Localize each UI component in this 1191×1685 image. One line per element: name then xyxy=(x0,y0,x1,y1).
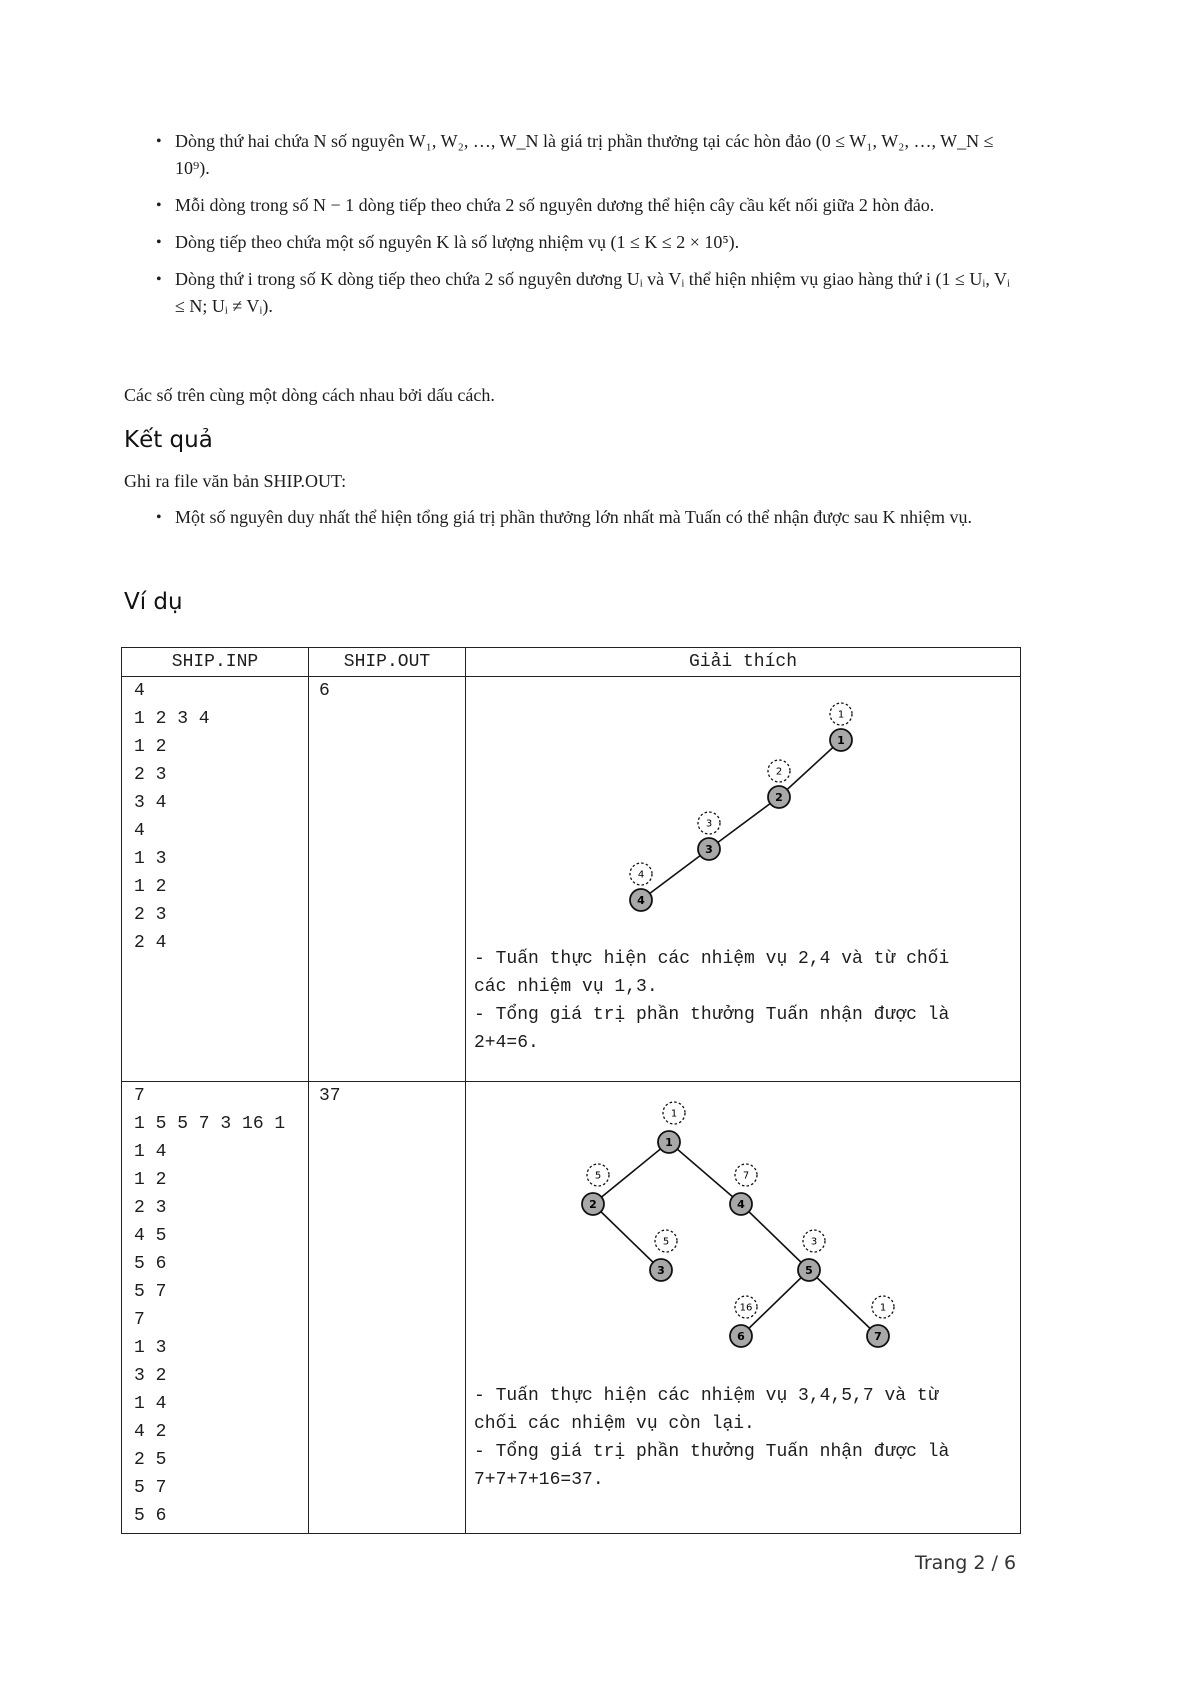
tree-weight-label: 16 xyxy=(739,1302,753,1314)
input-line: 2 3 xyxy=(134,1198,167,1218)
output-cell xyxy=(309,677,466,1082)
tree-node-label: 4 xyxy=(737,1198,745,1211)
input-line: 1 4 xyxy=(134,1394,167,1414)
tree-node-label: 3 xyxy=(657,1264,665,1277)
input-line: 5 7 xyxy=(134,1478,167,1498)
header-ship-inp: SHIP.INP xyxy=(122,648,309,677)
explanation-text xyxy=(474,945,1020,1057)
table-row xyxy=(122,677,1021,1082)
tree-node-label: 4 xyxy=(637,894,645,907)
output-line: 6 xyxy=(319,681,330,701)
tree-weight-label: 5 xyxy=(594,1170,602,1182)
input-line: 2 3 xyxy=(134,905,167,925)
table-row xyxy=(122,1082,1021,1534)
input-bullet: • Dòng thứ hai chứa N số nguyên W₁, W₂, …, W_N là giá trị phần thưởng tại các hòn đảo (0 ≤ W₁, W₂, …, W_N ≤ 10⁹). xyxy=(175,128,1020,182)
explanation-line: - Tổng giá trị phần thưởng Tuấn nhận được là xyxy=(474,1442,950,1462)
input-line: 1 4 xyxy=(134,1142,167,1162)
tree-weight-label: 2 xyxy=(775,766,783,778)
input-line: 4 2 xyxy=(134,1422,167,1442)
input-line: 1 2 xyxy=(134,1170,167,1190)
input-line: 3 2 xyxy=(134,1366,167,1386)
separator-note: Các số trên cùng một dòng cách nhau bởi dấu cách. xyxy=(124,385,495,405)
tree-node-label: 3 xyxy=(705,843,713,856)
tree-node-label: 1 xyxy=(837,734,845,747)
result-heading: Kết quả xyxy=(124,427,213,453)
input-line: 7 xyxy=(134,1310,145,1330)
input-line: 2 3 xyxy=(134,765,167,785)
tree-weight-label: 5 xyxy=(662,1236,670,1248)
input-line: 5 6 xyxy=(134,1506,167,1526)
tree-edge-5-7 xyxy=(809,1270,878,1336)
input-line: 3 4 xyxy=(134,793,167,813)
input-line: 1 2 xyxy=(134,737,167,757)
explanation-line: 2+4=6. xyxy=(474,1033,539,1053)
input-line: 4 5 xyxy=(134,1226,167,1246)
input-line: 1 3 xyxy=(134,1338,167,1358)
tree-weight-label: 1 xyxy=(879,1302,887,1314)
tree-node-label: 6 xyxy=(737,1330,745,1343)
tree-diagram xyxy=(466,677,1020,945)
tree-node-label: 2 xyxy=(589,1198,597,1211)
example-heading: Ví dụ xyxy=(124,589,183,615)
input-line: 1 3 xyxy=(134,849,167,869)
input-bullet: • Mỗi dòng trong số N − 1 dòng tiếp theo chứa 2 số nguyên dương thể hiện cây cầu kết nối giữa 2 hòn đảo. xyxy=(175,192,1020,219)
explanation-cell xyxy=(466,677,1021,1082)
explanation-line: các nhiệm vụ 1,3. xyxy=(474,977,658,997)
input-line: 7 xyxy=(134,1086,145,1106)
input-line: 2 5 xyxy=(134,1450,167,1470)
tree-edge-1-4 xyxy=(669,1142,741,1204)
input-format-list xyxy=(175,128,1020,330)
tree-weight-label: 1 xyxy=(837,709,845,721)
explanation-line: - Tuấn thực hiện các nhiệm vụ 2,4 và từ chối xyxy=(474,949,950,969)
tree-node-label: 7 xyxy=(874,1330,882,1343)
tree-weight-label: 3 xyxy=(810,1236,818,1248)
tree-node-label: 1 xyxy=(665,1136,673,1149)
tree-edge-2-3 xyxy=(593,1204,661,1270)
input-line: 1 2 xyxy=(134,877,167,897)
explanation-line: - Tổng giá trị phần thưởng Tuấn nhận được là xyxy=(474,1005,950,1025)
tree-edge-4-5 xyxy=(741,1204,809,1270)
explanation-line: 7+7+7+16=37. xyxy=(474,1470,604,1490)
tree-weight-label: 7 xyxy=(742,1170,750,1182)
result-bullet: • Một số nguyên duy nhất thể hiện tổng giá trị phần thưởng lớn nhất mà Tuấn có thể nhận được sau K nhiệm vụ. xyxy=(175,504,1020,531)
input-line: 1 2 3 4 xyxy=(134,709,210,729)
output-line: 37 xyxy=(319,1086,341,1106)
input-line: 2 4 xyxy=(134,933,167,953)
tree-weight-label: 3 xyxy=(705,818,713,830)
tree-weight-label: 4 xyxy=(637,869,645,881)
table-header-row xyxy=(122,648,1021,677)
input-line: 4 xyxy=(134,681,145,701)
result-intro: Ghi ra file văn bản SHIP.OUT: xyxy=(124,471,347,491)
page-number: Trang 2 / 6 xyxy=(915,1552,1017,1574)
header-ship-out: SHIP.OUT xyxy=(309,648,466,677)
explanation-text xyxy=(474,1382,1020,1494)
input-bullet: • Dòng thứ i trong số K dòng tiếp theo chứa 2 số nguyên dương Uᵢ và Vᵢ thể hiện nhiệm vụ giao hàng thứ i (1 ≤ Uᵢ, Vᵢ ≤ N; Uᵢ ≠ Vᵢ). xyxy=(175,266,1020,320)
header-explanation: Giải thích xyxy=(466,648,1021,677)
tree-node-label: 5 xyxy=(805,1264,813,1277)
tree-node-label: 2 xyxy=(775,791,783,804)
tree-diagram xyxy=(466,1082,1020,1382)
result-list xyxy=(175,504,1020,541)
explanation-line: chối các nhiệm vụ còn lại. xyxy=(474,1414,755,1434)
input-line: 4 xyxy=(134,821,145,841)
output-cell xyxy=(309,1082,466,1534)
input-line: 1 5 5 7 3 16 1 xyxy=(134,1114,286,1134)
input-cell xyxy=(122,1082,309,1534)
input-bullet: • Dòng tiếp theo chứa một số nguyên K là số lượng nhiệm vụ (1 ≤ K ≤ 2 × 10⁵). xyxy=(175,229,1020,256)
input-cell xyxy=(122,677,309,1082)
input-line: 5 6 xyxy=(134,1254,167,1274)
explanation-line: - Tuấn thực hiện các nhiệm vụ 3,4,5,7 và từ xyxy=(474,1386,939,1406)
example-table xyxy=(121,647,1021,1534)
input-line: 5 7 xyxy=(134,1282,167,1302)
explanation-cell xyxy=(466,1082,1021,1534)
tree-weight-label: 1 xyxy=(670,1108,678,1120)
